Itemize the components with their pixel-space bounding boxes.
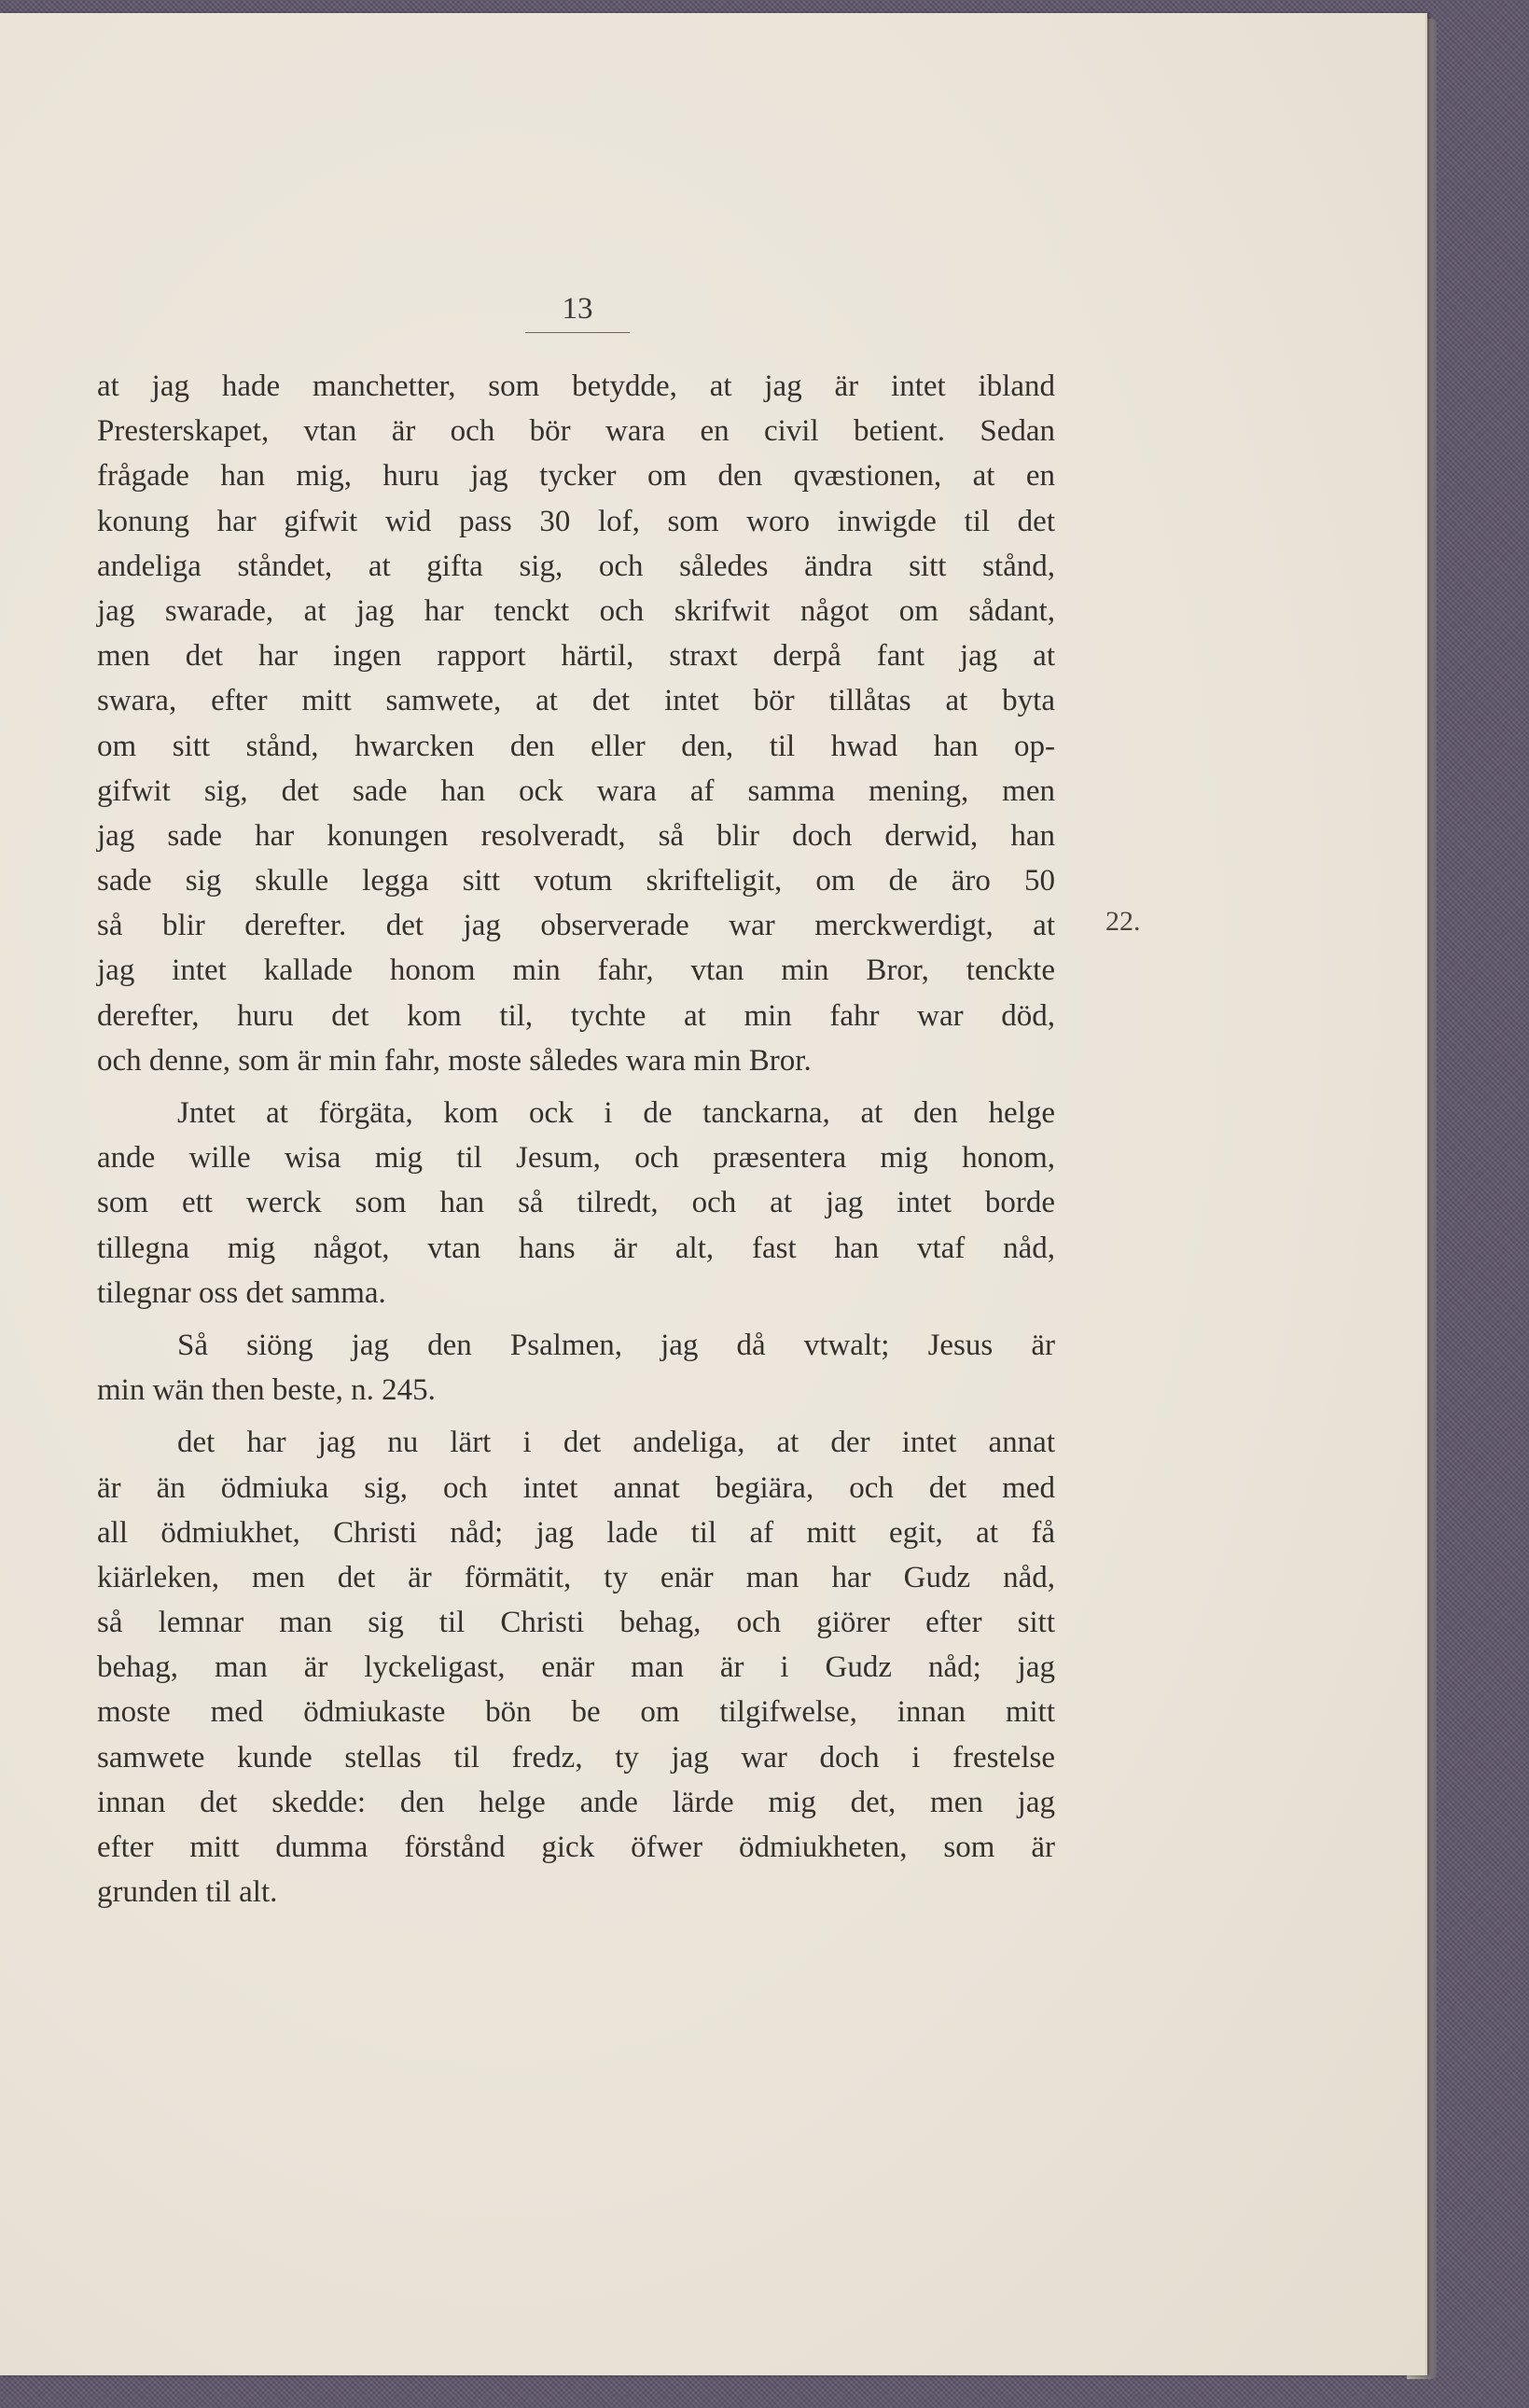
text-line: tillegna mig något, vtan hans är alt, fast han vtaf nåd, xyxy=(97,1231,1055,1265)
text-line: moste med ödmiukaste bön be om tilgifwelse, innan mitt xyxy=(97,1695,1055,1730)
paragraph-gap xyxy=(97,1083,1055,1091)
text-line: Presterskapet, vtan är och bör wara en civil betient. Sedan xyxy=(97,414,1055,449)
text-line: om sitt stånd, hwarcken den eller den, til hwad han op- xyxy=(97,729,1055,763)
text-line: så blir derefter. det jag observerade war merckwerdigt, at xyxy=(97,909,1055,943)
text-line: kiärleken, men det är förmätit, ty enär man har Gudz nåd, xyxy=(97,1560,1055,1594)
text-line: samwete kunde stellas til fredz, ty jag war doch i frestelse xyxy=(97,1740,1055,1775)
text-line: min wän then beste, n. 245. xyxy=(97,1373,436,1408)
text-line: at jag hade manchetter, som betydde, at jag är intet ibland xyxy=(97,369,1055,403)
text-line: frågade han mig, huru jag tycker om den qvæstionen, at en xyxy=(97,459,1055,494)
text-line: jag sade har konungen resolveradt, så blir doch derwid, han xyxy=(97,818,1055,853)
paragraph-2 xyxy=(97,1091,1055,1315)
paragraph-gap xyxy=(97,1315,1055,1323)
text-line: behag, man är lyckeligast, enär man är i Gudz nåd; jag xyxy=(97,1650,1055,1685)
text-line: men det har ingen rapport härtil, straxt derpå fant jag at xyxy=(97,639,1055,674)
text-line: och denne, som är min fahr, moste således wara min Bror. xyxy=(97,1043,812,1078)
text-line: tilegnar oss det samma. xyxy=(97,1275,386,1310)
text-line: swara, efter mitt samwete, at det intet bör tillåtas at byta xyxy=(97,684,1055,718)
text-line: det har jag nu lärt i det andeliga, at der intet annat xyxy=(177,1426,1055,1460)
body-text xyxy=(97,364,1055,1914)
text-line: ande wille wisa mig til Jesum, och præsentera mig honom, xyxy=(97,1141,1055,1176)
paragraph-1 xyxy=(97,364,1055,1083)
text-line: derefter, huru det kom til, tychte at min fahr war död, xyxy=(97,998,1055,1033)
text-line: andeliga ståndet, at gifta sig, och således ändra sitt stånd, xyxy=(97,549,1055,583)
book-page xyxy=(0,13,1427,2375)
text-line: är än ödmiuka sig, och intet annat begiära, och det med xyxy=(97,1470,1055,1505)
text-line: jag intet kallade honom min fahr, vtan min Bror, tenckte xyxy=(97,953,1055,988)
text-line: konung har gifwit wid pass 30 lof, som woro inwigde til det xyxy=(97,504,1055,538)
paragraph-3 xyxy=(97,1323,1055,1413)
text-line: Jntet at förgäta, kom ock i de tanckarna, at den helge xyxy=(177,1096,1055,1130)
paragraph-4 xyxy=(97,1420,1055,1914)
text-line: grunden til alt. xyxy=(97,1875,278,1910)
text-line: som ett werck som han så tilredt, och at jag intet borde xyxy=(97,1186,1055,1220)
text-line: all ödmiukhet, Christi nåd; jag lade til af mitt egit, at få xyxy=(97,1515,1055,1550)
text-line: Så siöng jag den Psalmen, jag då vtwalt; Jesus är xyxy=(177,1328,1055,1362)
paragraph-gap xyxy=(97,1413,1055,1420)
text-line: så lemnar man sig til Christi behag, och giörer efter sitt xyxy=(97,1606,1055,1640)
text-line: sade sig skulle legga sitt votum skrifteligit, om de äro 50 xyxy=(97,864,1055,898)
margin-note: 22. xyxy=(1105,906,1141,937)
text-line: efter mitt dumma förstånd gick öfwer ödmiukheten, som är xyxy=(97,1830,1055,1864)
text-line: innan det skedde: den helge ande lärde mig det, men jag xyxy=(97,1785,1055,1819)
text-line: gifwit sig, det sade han ock wara af samma mening, men xyxy=(97,773,1055,808)
page-number: 13 xyxy=(525,292,630,333)
text-line: jag swarade, at jag har tenckt och skrifwit något om sådant, xyxy=(97,593,1055,628)
